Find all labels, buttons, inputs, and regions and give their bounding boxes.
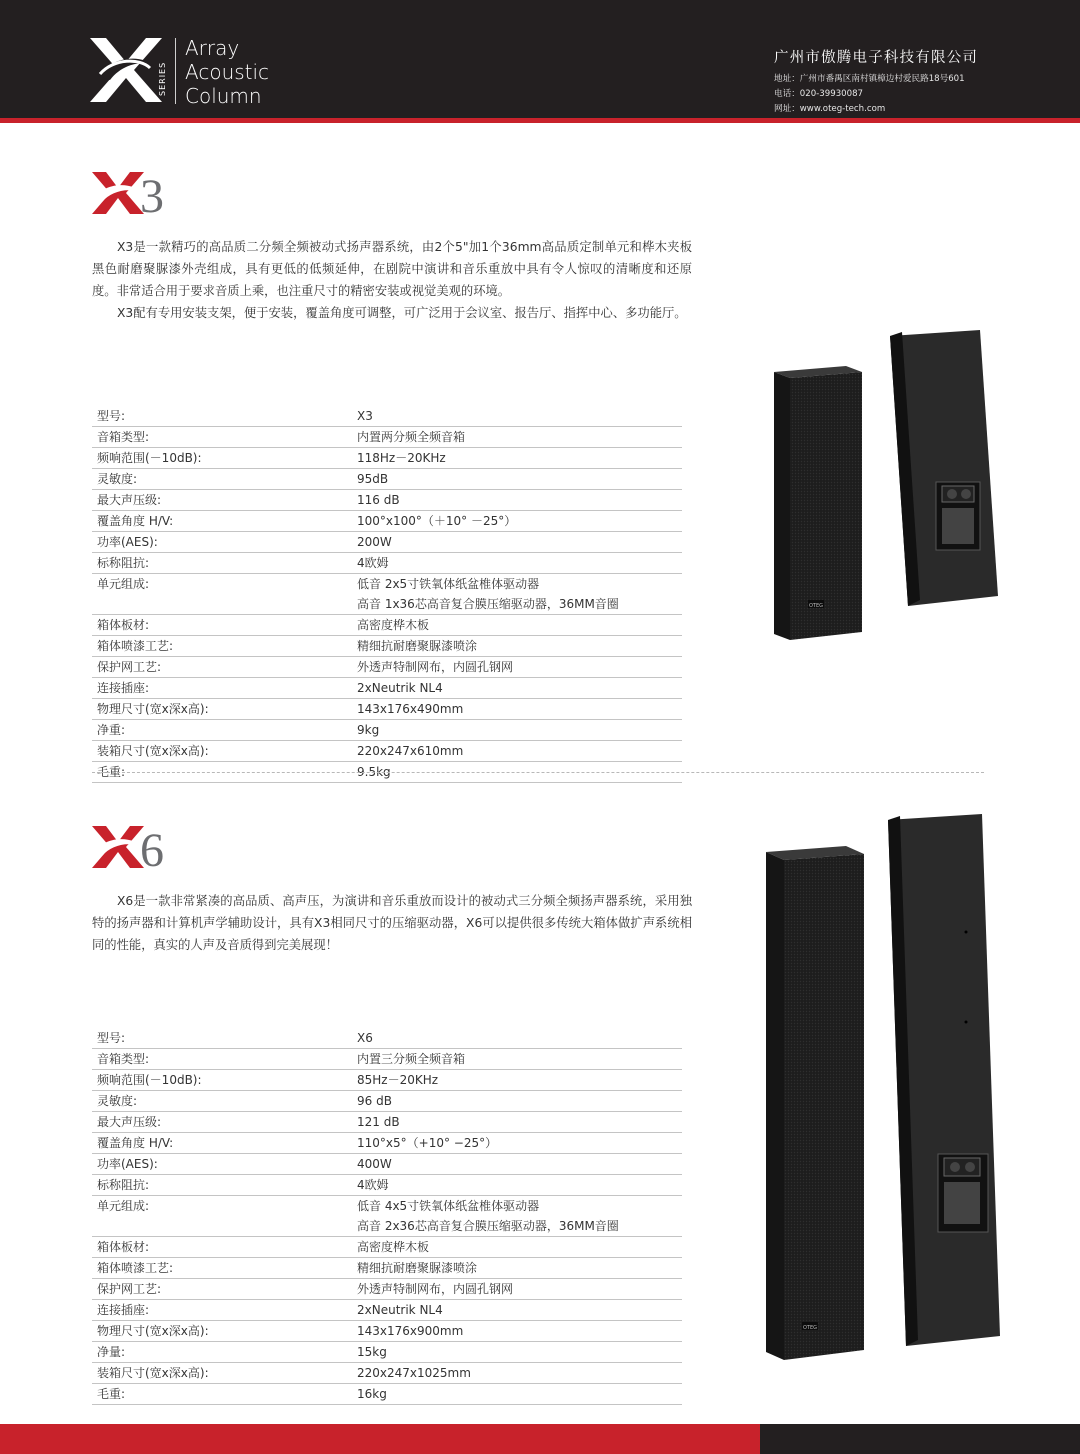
spec-value — [357, 1196, 619, 1236]
spec-row — [92, 1049, 682, 1070]
spec-row — [92, 1321, 682, 1342]
spec-value-line: 16kg — [357, 1387, 387, 1401]
spec-value — [357, 1237, 429, 1257]
company-phone: 电话：020-39930087 — [774, 89, 864, 99]
spec-value — [357, 553, 389, 573]
product-line-word: Array — [185, 36, 240, 60]
x3-description-paragraph: X3是一款精巧的高品质二分频全频被动式扬声器系统，由2个5"加1个36mm高品质定制单元和桦木夹板黑色耐磨聚脲漆外壳组成，具有更低的低频延伸，在剧院中演讲和音乐重放中具有令人惊叹的清晰度和还原度。非常适合用于要求音质上乘，也注重尺寸的精密安装或视觉美观的环境。 — [92, 240, 692, 298]
product-line-word: Acoustic — [185, 60, 270, 84]
spec-value-line: 95dB — [357, 472, 389, 486]
spec-value — [357, 1342, 387, 1362]
spec-label: 保护网工艺: — [97, 660, 162, 674]
spec-label: 箱体板材: — [97, 1240, 150, 1254]
spec-value-line: 内置三分频全频音箱 — [357, 1052, 466, 1066]
spec-row — [92, 1175, 682, 1196]
spec-value — [357, 657, 513, 677]
spec-value — [357, 490, 400, 510]
spec-label: 最大声压级: — [97, 1115, 162, 1129]
spec-value-line: 9kg — [357, 723, 380, 737]
spec-label: 灵敏度: — [97, 1094, 138, 1108]
spec-value — [357, 1028, 373, 1048]
spec-row — [92, 1028, 682, 1049]
spec-row — [92, 1133, 682, 1154]
spec-value — [357, 1154, 392, 1174]
spec-row — [92, 1070, 682, 1091]
x3-spec-table — [92, 406, 682, 783]
header-banner — [0, 0, 1080, 118]
spec-label: 音箱类型: — [97, 430, 150, 444]
spec-row — [92, 699, 682, 720]
spec-label: 单元组成: — [97, 577, 150, 591]
spec-label: 单元组成: — [97, 1199, 150, 1213]
speaker-badge: OTEG — [809, 603, 824, 609]
company-name: 广州市傲腾电子科技有限公司 — [774, 50, 979, 66]
spec-value-line: 143x176x490mm — [357, 702, 464, 716]
spec-label: 净量: — [97, 1345, 126, 1359]
spec-value-line: 低音 4x5寸铁氧体纸盆椎体驱动器 — [357, 1199, 540, 1213]
spec-value-line: X6 — [357, 1031, 373, 1045]
x6-logo-digit: 6 — [140, 824, 164, 870]
spec-value-line: 2xNeutrik NL4 — [357, 681, 443, 695]
spec-value-line: 143x176x900mm — [357, 1324, 464, 1338]
x3-logo-icon — [92, 170, 182, 216]
header-red-line — [0, 118, 1080, 123]
spec-value-line: 121 dB — [357, 1115, 400, 1129]
spec-value-line: 118Hz－20KHz — [357, 451, 446, 465]
spec-row — [92, 1363, 682, 1384]
spec-row — [92, 448, 682, 469]
spec-row — [92, 574, 682, 615]
spec-row — [92, 1196, 682, 1237]
spec-value — [357, 511, 516, 531]
x3-speaker-image — [770, 328, 1010, 648]
spec-value — [357, 1133, 497, 1153]
spec-label: 装箱尺寸(宽x深x高): — [97, 1366, 209, 1380]
spec-value-line: 高音 2x36芯高音复合膜压缩驱动器，36MM音圈 — [357, 1219, 619, 1233]
spec-label: 保护网工艺: — [97, 1282, 162, 1296]
spec-value-line: 116 dB — [357, 493, 400, 507]
spec-row — [92, 1300, 682, 1321]
company-address: 地址：广州市番禺区南村镇樟边村爱民路18号601 — [774, 74, 965, 84]
spec-value — [357, 1384, 387, 1404]
spec-value — [357, 406, 373, 426]
x6-description-paragraph: X6是一款非常紧凑的高品质、高声压，为演讲和音乐重放而设计的被动式三分频全频扬声器系统，采用独特的扬声器和计算机声学辅助设计，具有X3相同尺寸的压缩驱动器，X6可以提供很多传统大箱体做扩声系统相同的性能，真实的人声及音质得到完美展现！ — [92, 894, 692, 952]
spec-value-line: 15kg — [357, 1345, 387, 1359]
spec-value-line: 9.5kg — [357, 765, 391, 779]
speaker-badge: OTEG — [803, 1325, 818, 1331]
spec-label: 覆盖角度 H/V: — [97, 514, 174, 528]
spec-value-line: 220x247x1025mm — [357, 1366, 471, 1380]
spec-value — [357, 532, 392, 552]
x6-model-logo — [92, 824, 182, 870]
spec-value — [357, 1279, 513, 1299]
company-info — [774, 46, 978, 117]
spec-value — [357, 1175, 389, 1195]
spec-label: 灵敏度: — [97, 472, 138, 486]
x3-logo-digit: 3 — [140, 170, 164, 216]
spec-row — [92, 1258, 682, 1279]
spec-value — [357, 1070, 438, 1090]
spec-value — [357, 615, 429, 635]
spec-label: 净重: — [97, 723, 126, 737]
spec-value — [357, 469, 388, 489]
spec-row — [92, 636, 682, 657]
spec-value-line: 220x247x610mm — [357, 744, 464, 758]
x6-description — [92, 890, 692, 956]
spec-label: 连接插座: — [97, 1303, 150, 1317]
spec-value — [357, 1112, 400, 1132]
spec-value-line: 110°x5°（+10° −25°） — [357, 1136, 498, 1150]
spec-value-line: 内置两分频全频音箱 — [357, 430, 466, 444]
spec-value-line: X3 — [357, 409, 373, 423]
spec-label: 装箱尺寸(宽x深x高): — [97, 744, 209, 758]
spec-row — [92, 1237, 682, 1258]
spec-value-line: 高音 1x36芯高音复合膜压缩驱动器，36MM音圈 — [357, 597, 619, 611]
spec-row — [92, 1091, 682, 1112]
spec-value — [357, 1049, 465, 1069]
section-divider — [92, 772, 984, 773]
x3-description-paragraph: X3配有专用安装支架，便于安装，覆盖角度可调整，可广泛用于会议室、报告厅、指挥中心、多功能厅。 — [117, 306, 687, 320]
spec-value-line: 高密度桦木板 — [357, 1240, 430, 1254]
series-label: SERIES — [158, 61, 167, 96]
spec-label: 频响范围(－10dB): — [97, 1073, 202, 1087]
footer-dark-bar — [760, 1424, 1080, 1454]
spec-value — [357, 1091, 392, 1111]
spec-value-line: 96 dB — [357, 1094, 392, 1108]
spec-label: 型号: — [97, 409, 126, 423]
spec-value — [357, 1258, 477, 1278]
spec-label: 最大声压级: — [97, 493, 162, 507]
x6-logo-icon — [92, 824, 182, 870]
spec-label: 连接插座: — [97, 681, 150, 695]
spec-row — [92, 720, 682, 741]
spec-row — [92, 490, 682, 511]
spec-value — [357, 1363, 471, 1383]
spec-value-line: 85Hz－20KHz — [357, 1073, 439, 1087]
spec-value — [357, 699, 463, 719]
spec-value-line: 外透声特制网布，内圆孔钢网 — [357, 1282, 514, 1296]
spec-value — [357, 741, 463, 761]
spec-row — [92, 511, 682, 532]
spec-label: 箱体喷漆工艺: — [97, 639, 174, 653]
logo-divider — [175, 38, 176, 104]
spec-value — [357, 636, 477, 656]
spec-row — [92, 553, 682, 574]
x6-spec-table — [92, 1028, 682, 1405]
spec-label: 箱体板材: — [97, 618, 150, 632]
x3-description — [92, 236, 692, 324]
spec-row — [92, 1384, 682, 1405]
spec-value — [357, 427, 465, 447]
spec-label: 标称阻抗: — [97, 556, 150, 570]
spec-row — [92, 741, 682, 762]
spec-label: 毛重: — [97, 1387, 126, 1401]
spec-label: 箱体喷漆工艺: — [97, 1261, 174, 1275]
spec-value-line: 2xNeutrik NL4 — [357, 1303, 443, 1317]
spec-value-line: 200W — [357, 535, 392, 549]
product-line-title — [185, 36, 269, 108]
spec-label: 频响范围(－10dB): — [97, 451, 202, 465]
spec-row — [92, 427, 682, 448]
spec-label: 覆盖角度 H/V: — [97, 1136, 174, 1150]
spec-row — [92, 469, 682, 490]
company-website: 网址：www.oteg-tech.com — [774, 104, 886, 114]
spec-label: 物理尺寸(宽x深x高): — [97, 702, 209, 716]
spec-label: 功率(AES): — [97, 1157, 158, 1171]
spec-row — [92, 406, 682, 427]
spec-row — [92, 678, 682, 699]
x3-model-logo — [92, 170, 182, 216]
footer-red-bar — [0, 1424, 760, 1454]
spec-label: 物理尺寸(宽x深x高): — [97, 1324, 209, 1338]
x-series-logo-icon — [88, 36, 164, 104]
x6-speaker-image — [760, 812, 1010, 1372]
spec-row — [92, 532, 682, 553]
spec-value-line: 精细抗耐磨聚脲漆喷涂 — [357, 1261, 478, 1275]
spec-value — [357, 1321, 463, 1341]
spec-row — [92, 1112, 682, 1133]
spec-value-line: 外透声特制网布，内圆孔钢网 — [357, 660, 514, 674]
spec-value-line: 100°x100°（＋10° －25°） — [357, 514, 517, 528]
spec-label: 音箱类型: — [97, 1052, 150, 1066]
spec-row — [92, 657, 682, 678]
spec-row — [92, 1154, 682, 1175]
spec-value-line: 高密度桦木板 — [357, 618, 430, 632]
spec-row — [92, 1342, 682, 1363]
spec-label: 毛重: — [97, 765, 126, 779]
spec-row — [92, 615, 682, 636]
spec-value — [357, 574, 619, 614]
spec-value — [357, 1300, 443, 1320]
spec-label: 标称阻抗: — [97, 1178, 150, 1192]
spec-label: 型号: — [97, 1031, 126, 1045]
spec-row — [92, 1279, 682, 1300]
spec-value-line: 精细抗耐磨聚脲漆喷涂 — [357, 639, 478, 653]
spec-value — [357, 678, 443, 698]
spec-value-line: 低音 2x5寸铁氧体纸盆椎体驱动器 — [357, 577, 540, 591]
spec-value-line: 400W — [357, 1157, 392, 1171]
spec-label: 功率(AES): — [97, 535, 158, 549]
spec-value-line: 4欧姆 — [357, 1178, 389, 1192]
spec-value — [357, 448, 446, 468]
product-line-word: Column — [185, 84, 262, 108]
spec-value-line: 4欧姆 — [357, 556, 389, 570]
spec-value — [357, 720, 379, 740]
